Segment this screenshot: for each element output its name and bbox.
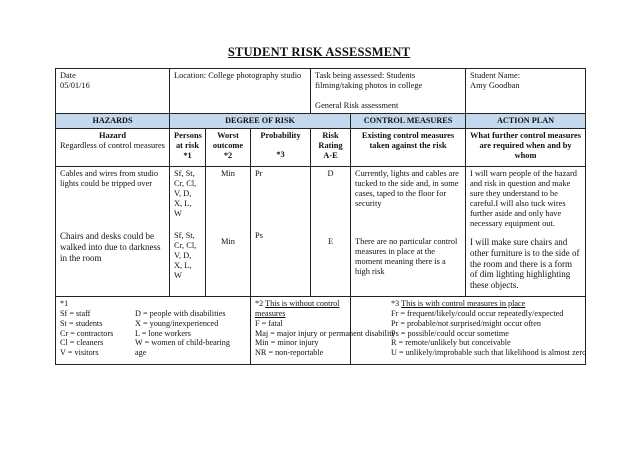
footnote-1-line [60, 319, 246, 329]
footnote-2-item: F = fatal [255, 318, 283, 328]
footnote-1-line [60, 338, 246, 348]
persons-2 [174, 231, 201, 281]
further-cell [466, 167, 586, 297]
col-probability [251, 129, 311, 167]
footnote-1-value: D = people with disabilities [135, 308, 226, 318]
footnote-3-item: R = remote/unlikely but conceivable [391, 338, 511, 348]
existing-2: There are no particular control measures in place at the moment meaning there is a high risk [355, 237, 458, 277]
band-action-plan: ACTION PLAN [466, 114, 586, 129]
footnote-3-mark: *3 [391, 299, 400, 309]
footnote-2-item: NR = non-reportable [255, 348, 324, 358]
persons-2-line: Sf, St, [174, 231, 195, 241]
task-text: Task being assessed: Students filming/taking photos in college [315, 71, 423, 91]
footnote-worst-outcome [251, 297, 396, 365]
persons-1-line: V, D, [174, 189, 192, 199]
footnote-3-item: Ps = possible/could occur sometime [391, 328, 509, 338]
footnote-3-item: Pr = probable/not surprised/might occur often [391, 318, 541, 328]
band-degree-of-risk: DEGREE OF RISK [170, 114, 351, 129]
col-existing: Existing control measures taken against the risk [351, 129, 466, 167]
col-worst-note: *2 [223, 151, 233, 161]
footnote-1-value: W = women of child-bearing [135, 338, 230, 348]
hazard-2: Chairs and desks could be walked into due to darkness in the room [60, 231, 161, 263]
footnote-persons [56, 297, 251, 365]
persons-cell [170, 167, 206, 297]
rating-2: E [327, 237, 334, 247]
footnote-2-item: Min = minor injury [255, 338, 319, 348]
footnote-2-heading [255, 299, 346, 319]
footnote-3-item: Fr = frequent/likely/could occur repeatedly/expected [391, 308, 564, 318]
footnote-2-title: This is without control measures [255, 299, 340, 318]
persons-1-line: Sf, St, [174, 169, 195, 179]
task-cell [311, 69, 466, 114]
existing-cell [351, 167, 466, 297]
persons-2-line: V, D, [174, 251, 192, 261]
footnote-2-item: Maj = major injury or permanent disability [255, 328, 396, 338]
col-probability-title: Probability [260, 131, 301, 141]
hazard-cell [56, 167, 170, 297]
worst-1: Min [221, 169, 235, 179]
footnote-1-key: Sf = staff [60, 308, 91, 318]
footnote-1-value: X = young/inexperienced [135, 318, 219, 328]
probability-1: Pr [255, 169, 263, 179]
footnote-1-line [60, 309, 246, 319]
persons-2-line: Cr, Cl, [174, 241, 197, 251]
date-value: 05/01/16 [60, 81, 90, 91]
existing-1: Currently, lights and cables are tucked to the side and, in some cases, taped to the floor for security [355, 169, 459, 209]
rating-cell [311, 167, 351, 297]
col-persons-title: Persons at risk [174, 131, 202, 151]
col-further: What further control measures are required when and by whom [466, 129, 586, 167]
rating-1: D [327, 169, 334, 179]
date-cell [56, 69, 170, 114]
persons-1-line: X, L, W [174, 199, 192, 219]
col-probability-note: *3 [276, 150, 285, 160]
col-hazard-title: Hazard [99, 131, 126, 141]
band-control-measures: CONTROL MEASURES [351, 114, 466, 129]
footnote-3-title: This is with control measures in place [401, 299, 526, 309]
footnote-1-line [60, 348, 246, 358]
footnote-1-value: age [135, 348, 147, 358]
col-worst [206, 129, 251, 167]
footnote-row [56, 297, 586, 365]
col-rating: Risk Rating A-E [311, 129, 351, 167]
probability-cell [251, 167, 311, 297]
persons-1 [174, 169, 201, 231]
further-2: I will make sure chairs and other furniture is to the side of the room and there is a form of dim lighting highlighting these objects. [470, 237, 580, 291]
section-band-row [56, 114, 586, 129]
col-worst-title: Worst outcome [212, 131, 244, 151]
col-hazard [56, 129, 170, 167]
location-label: Location: [174, 71, 207, 80]
task-extra: General Risk assessment [315, 101, 399, 111]
col-persons [170, 129, 206, 167]
probability-2: Ps [255, 231, 263, 241]
student-name: Amy Goodban [470, 81, 520, 91]
further-1: I will warn people of the hazard and risk in question and make sure they understand to be careful.I will also tuck wires further aside and only have necessary equipment out. [470, 169, 577, 229]
hazard-1: Cables and wires from studio lights could be tripped over [60, 169, 159, 189]
band-hazards: HAZARDS [56, 114, 170, 129]
student-label: Student Name: [470, 71, 521, 80]
footnote-1-line [60, 329, 246, 339]
column-header-row [56, 129, 586, 167]
student-cell [466, 69, 586, 114]
footnote-3-item: U = unlikely/improbable such that likelihood is almost zero [391, 348, 587, 358]
persons-1-line: Cr, Cl, [174, 179, 197, 189]
risk-assessment-table [55, 68, 586, 365]
page-title: STUDENT RISK ASSESSMENT [227, 45, 411, 59]
location-cell [170, 69, 311, 114]
footnote-3-heading [391, 299, 581, 309]
footnote-1-key: St = students [60, 318, 103, 328]
persons-2-line: X, L, W [174, 261, 192, 281]
info-row [56, 69, 586, 114]
date-label: Date [60, 71, 76, 80]
worst-2: Min [221, 237, 235, 247]
footnote-1-key: Cl = cleaners [60, 338, 104, 348]
footnote-1-key: V = visitors [60, 348, 99, 358]
hazard-rows [56, 167, 586, 297]
footnote-1-mark: *1 [60, 299, 69, 309]
footnote-1-value: L = lone workers [135, 328, 191, 338]
worst-cell [206, 167, 251, 297]
footnote-1-key: Cr = contractors [60, 328, 114, 338]
col-persons-note: *1 [183, 151, 192, 161]
location-value: College photography studio [208, 71, 302, 80]
col-hazard-subtitle: Regardless of control measures [60, 141, 165, 151]
footnote-2-mark: *2 [255, 299, 264, 309]
